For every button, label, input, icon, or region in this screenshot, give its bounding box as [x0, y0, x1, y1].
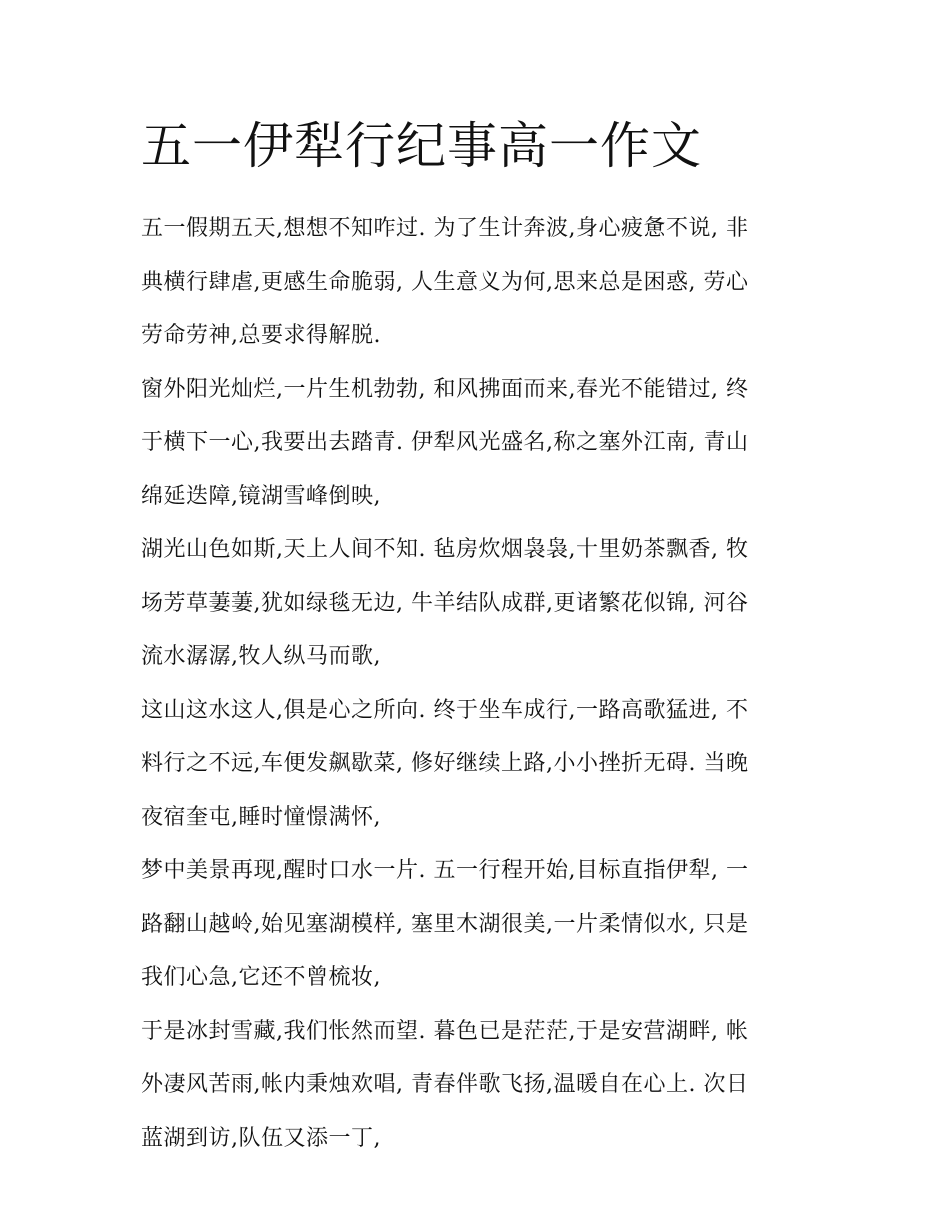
- text-line: 劳命劳神,总要求得解脱.: [141, 323, 381, 348]
- paragraph: [141, 202, 801, 363]
- paragraph: [141, 1005, 801, 1166]
- text-line: 典横行肆虐,更感生命脆弱, 人生意义为何,思来总是困惑, 劳心: [141, 269, 749, 295]
- paragraph: [141, 363, 801, 524]
- text-line: 这山这水这人,俱是心之所向. 终于坐车成行,一路高歌猛进, 不: [141, 697, 749, 723]
- text-line: 梦中美景再现,醒时口水一片. 五一行程开始,目标直指伊犁, 一: [141, 858, 749, 883]
- text-line: 我们心急,它还不曾梳妆,: [141, 965, 381, 990]
- page-title: 五一伊犁行纪事高一作文: [141, 117, 702, 175]
- paragraph: [141, 523, 801, 684]
- paragraph: [141, 684, 801, 845]
- text-line: 绵延迭障,镜湖雪峰倒映,: [141, 483, 381, 509]
- text-line: 蓝湖到访,队伍又添一丁,: [141, 1125, 381, 1151]
- text-line: 流水潺潺,牧人纵马而歌,: [141, 644, 381, 669]
- document-body: [141, 110, 801, 1165]
- paragraph: [141, 844, 801, 1005]
- text-line: 场芳草萋萋,犹如绿毯无边, 牛羊结队成群,更诸繁花似锦, 河谷: [141, 590, 749, 616]
- text-line: 于横下一心,我要出去踏青. 伊犁风光盛名,称之塞外江南, 青山: [141, 430, 749, 455]
- text-line: 夜宿奎屯,睡时憧憬满怀,: [141, 804, 381, 830]
- text-line: 湖光山色如斯,天上人间不知. 毡房炊烟袅袅,十里奶茶飘香, 牧: [141, 537, 749, 562]
- text-line: 窗外阳光灿烂,一片生机勃勃, 和风拂面而来,春光不能错过, 终: [141, 376, 749, 402]
- text-line: 料行之不远,车便发飙歇菜, 修好继续上路,小小挫折无碍. 当晚: [141, 751, 749, 776]
- text-line: 于是冰封雪藏,我们怅然而望. 暮色已是茫茫,于是安营湖畔, 帐: [141, 1018, 749, 1044]
- text-line: 外凄风苦雨,帐内秉烛欢唱, 青春伴歌飞扬,温暖自在心上. 次日: [141, 1072, 749, 1097]
- text-line: 五一假期五天,想想不知咋过. 为了生计奔波,身心疲惫不说, 非: [141, 216, 749, 241]
- text-line: 路翻山越岭,始见塞湖模样, 塞里木湖很美,一片柔情似水, 只是: [141, 911, 749, 937]
